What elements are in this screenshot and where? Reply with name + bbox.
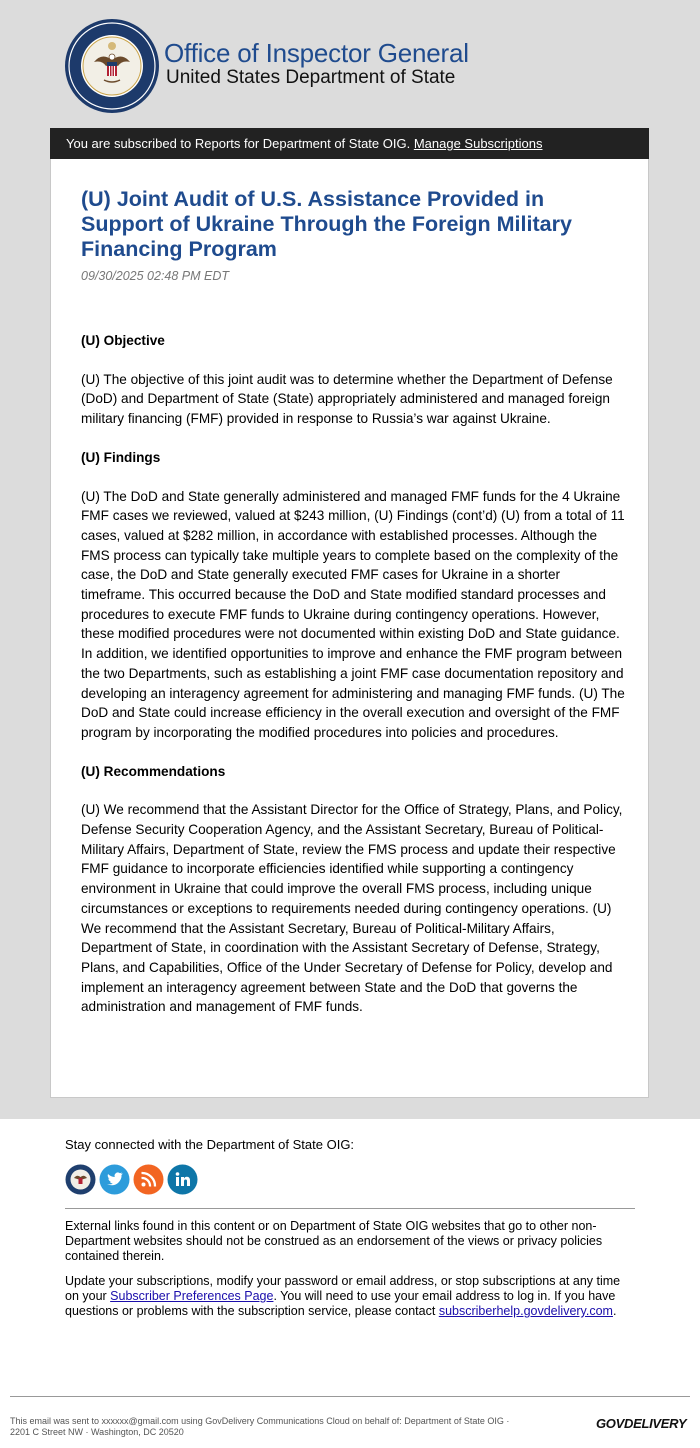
oig-seal-logo: [64, 18, 160, 114]
subscriber-help-link[interactable]: subscriberhelp.govdelivery.com: [438, 1304, 613, 1318]
subscription-bar: [50, 128, 649, 159]
legal-line-1: This email was sent to xxxxxx@gmail.com using GovDelivery Communications Cloud on behalf of: Department of State OIG ·: [10, 1416, 510, 1426]
footer-divider: [65, 1208, 635, 1209]
section-heading-objective: (U) Objective: [81, 333, 165, 348]
section-body-recommendations: (U) We recommend that the Assistant Director for the Office of Strategy, Plans, and Policy, Defense Security Cooperation Agency, and the Assistant Secretary, Bureau of Political-Military Affairs, Department of State, review the FMS process and update their respective FMF guidance to incorporate efficiencies identified while supporting a contingency environment in Ukraine that could improve the overall FMS process, including unique circumstances or exceptions to requirements needed during contingency operations. (U) We recommend that the Assistant Secretary, Bureau of Political-Military Affairs, Department of State, in coordination with the Assistant Secretary of Defense, Strategy, Plans, and Capabilities, Office of the Under Secretary of Defense for Policy, develop and implement an interagency agreement between State and the DoD that governs the administration and management of FMF funds.: [81, 802, 623, 1015]
legal-line-2: 2201 C Street NW · Washington, DC 20520: [10, 1427, 184, 1437]
org-name: Office of Inspector General: [164, 38, 469, 68]
linkedin-icon[interactable]: [167, 1164, 198, 1195]
section-heading-recommendations: (U) Recommendations: [81, 763, 226, 779]
subscriber-preferences-link[interactable]: Subscriber Preferences Page: [110, 1289, 274, 1303]
legal-divider: [10, 1396, 690, 1397]
legal-notice: [10, 1416, 580, 1438]
update-subscriptions-text: [65, 1274, 635, 1319]
email-header: [64, 18, 664, 114]
state-seal-icon[interactable]: [65, 1164, 96, 1195]
manage-subscriptions-link[interactable]: Manage Subscriptions: [413, 136, 543, 151]
email-footer: [65, 1137, 635, 1319]
external-links-disclaimer: External links found in this content or on Department of State OIG websites that go to other non-Department websites should not be construed as an endorsement of the views or privacy policies contained therein.: [65, 1219, 603, 1263]
article-body: [81, 331, 626, 1036]
org-subtitle: United States Department of State: [166, 67, 456, 88]
article-card: [50, 159, 649, 1098]
stay-connected-text: Stay connected with the Department of State OIG:: [65, 1137, 355, 1152]
twitter-icon[interactable]: [99, 1164, 130, 1195]
article-date: 09/30/2025 02:48 PM EDT: [81, 269, 230, 283]
update-text-end: .: [612, 1304, 617, 1318]
subscription-text: You are subscribed to Reports for Department of State OIG.: [66, 136, 411, 151]
section-body-objective: (U) The objective of this joint audit was to determine whether the Department of Defense (DoD) and Department of State (State) appropriately administered and managed foreign military financing (FMF) provided in response to Russia’s war against Ukraine.: [81, 371, 613, 427]
update-text-middle: . You will need to use your email address to log in. If you have questions or problems with the subscription service, please contact: [65, 1289, 616, 1318]
social-links: [65, 1164, 635, 1198]
article-title: (U) Joint Audit of U.S. Assistance Provided in Support of Ukraine Through the Foreign Military Financing Program: [81, 187, 572, 261]
update-text-start: Update your subscriptions, modify your password or email address, or stop subscriptions at any time on your: [65, 1274, 621, 1303]
section-body-findings: (U) The DoD and State generally administered and managed FMF funds for the 4 Ukraine FMF cases we reviewed, valued at $243 million, (U) Findings (cont’d) (U) from a total of 11 cases, valued at $282 million, in accordance with established processes. Although the FMS process can typically take multiple years to complete based on the complexity of the case, the DoD and State generally executed FMF cases for Ukraine in a shorter timeframe. This occurred because the DoD and State modified standard processes and procedures to execute FMF funds to Ukraine during contingency operations. However, these modified procedures were not documented within existing DoD and State guidance. In addition, we identified opportunities to improve and enhance the FMF program between the two Departments, such as establishing a joint FMF case documentation repository and developing an interagency agreement for administering and managing FMF funds. (U) The DoD and State could increase efficiency in the overall execution and oversight of the FMF program by incorporating the modified procedures into policies and procedures.: [81, 488, 625, 740]
section-heading-findings: (U) Findings: [81, 449, 161, 465]
govdelivery-logo[interactable]: GOVDELIVERY: [596, 1416, 687, 1431]
rss-icon[interactable]: [133, 1164, 164, 1195]
